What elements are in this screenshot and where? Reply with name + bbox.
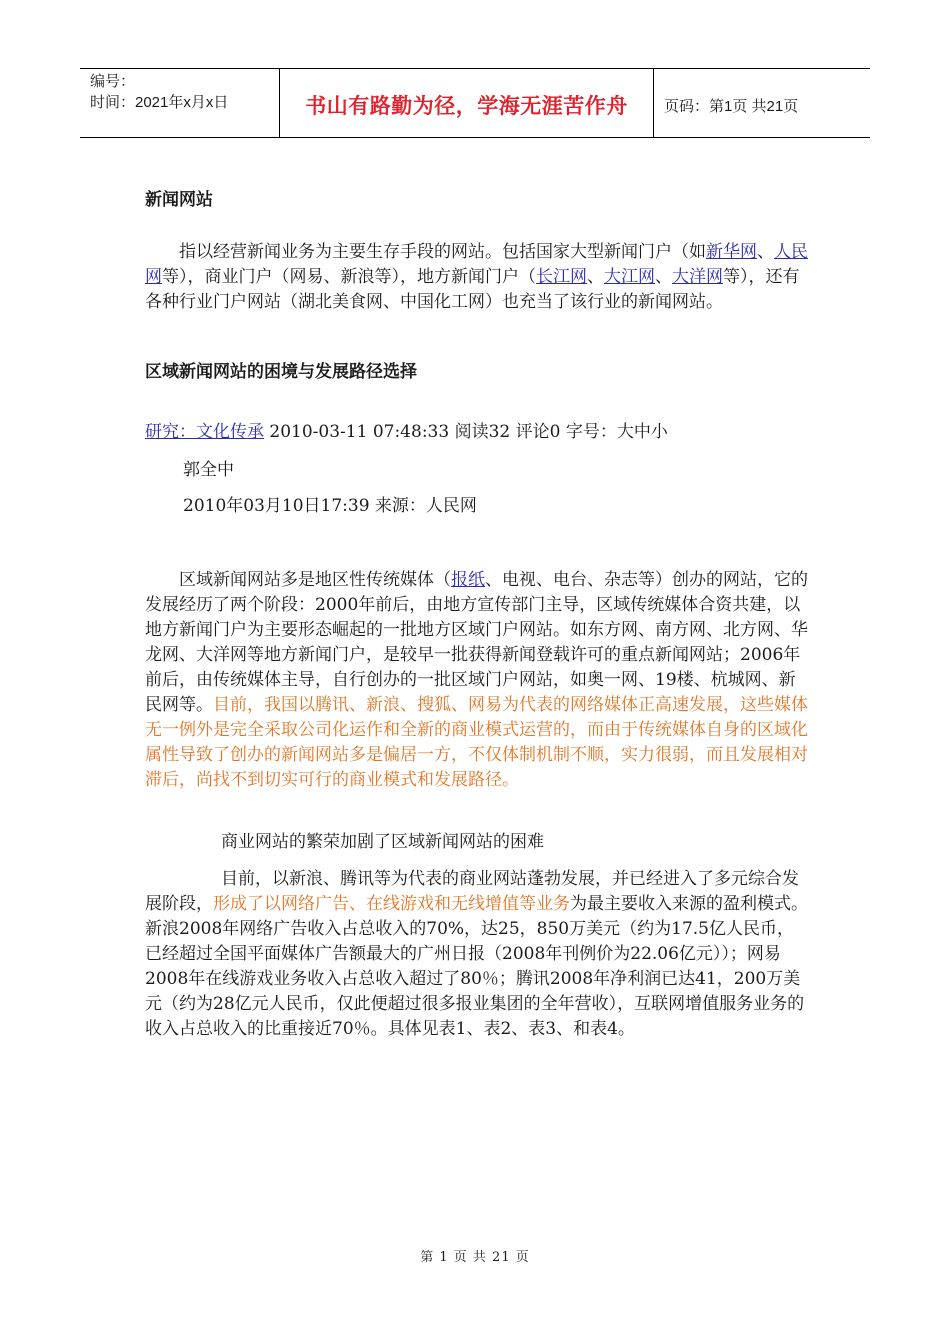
date-source: 2010年03月10日17:39 来源：人民网 [183, 496, 477, 516]
highlighted-text-2: 形成了以网络广告、在线游戏和无线增值等业务 [213, 894, 570, 914]
article-paragraph-1: 区域新闻网站多是地区性传统媒体（报纸、电视、电台、杂志等）创办的网站，它的发展经历了两个阶段：2000年前后，由地方宣传部门主导，区域传统媒体合资共建，以地方新闻门户为主要形态崛起的一批地方区域门户网站。如东方网、南方网、北方网、华龙网、大洋网等地方新闻门户，是较早一批获得新闻登载许可的重点新闻网站；2006年前后，由传统媒体主导，自行创办的一批区域门户网站，如奥一网、19楼、杭城网、新民网等。目前，我国以腾讯、新浪、搜狐、网易为代表的网络媒体正高速发展，这些媒体无一例外是完全采取公司化运作和全新的商业模式运营的，而由于传统媒体自身的区域化属性导致了创办的新闻网站多是偏居一方，不仅体制机制不顺，实力很弱，而且发展相对滞后，尚找不到切实可行的商业模式和发展路径。 [145, 570, 808, 790]
header-motto: 书山有路勤为径，学海无涯苦作舟 [280, 69, 654, 137]
time-label: 时间：2021年x月x日 [90, 94, 229, 111]
author: 郭全中 [183, 460, 234, 480]
meta-text: 2010-03-11 07:48:33 阅读32 评论0 字号：大中小 [264, 422, 668, 442]
number-label: 编号： [90, 73, 136, 90]
link-people[interactable]: 人民网 [145, 242, 808, 287]
subheading: 商业网站的繁荣加剧了区域新闻网站的困难 [221, 832, 544, 852]
article-meta [145, 420, 810, 445]
link-dayang[interactable]: 大洋网 [672, 267, 723, 287]
header-page-info: 页码：第1页 共21页 [664, 97, 799, 115]
link-newspaper[interactable]: 报纸 [451, 570, 485, 590]
news-website-paragraph: 指以经营新闻业务为主要生存手段的网站。包括国家大型新闻门户（如新华网、人民网等），商业门户（网易、新浪等），地方新闻门户（长江网、大江网、大洋网等），还有各种行业门户网站（湖北美食网、中国化工网）也充当了该行业的新闻网站。 [145, 242, 808, 312]
link-dajiang[interactable]: 大江网 [604, 267, 655, 287]
category-link[interactable]: 研究：文化传承 [145, 422, 264, 442]
article-title: 区域新闻网站的困境与发展路径选择 [145, 362, 417, 382]
page-footer: 第 1 页 共 21 页 [420, 1250, 530, 1265]
section-title-news-website: 新闻网站 [145, 190, 213, 210]
highlighted-text: 目前，我国以腾讯、新浪、搜狐、网易为代表的网络媒体正高速发展，这些媒体无一例外是完全采取公司化运作和全新的商业模式运营的，而由于传统媒体自身的区域化属性导致了创办的新闻网站多是偏居一方，不仅体制机制不顺，实力很弱，而且发展相对滞后，尚找不到切实可行的商业模式和发展路径。 [145, 695, 808, 790]
link-xinhua[interactable]: 新华网 [706, 242, 757, 262]
document-header [80, 68, 870, 138]
link-changjiang[interactable]: 长江网 [536, 267, 587, 287]
article-paragraph-2: 目前，以新浪、腾讯等为代表的商业网站蓬勃发展，并已经进入了多元综合发展阶段，形成了以网络广告、在线游戏和无线增值等业务为最主要收入来源的盈利模式。新浪2008年网络广告收入占总收入的70%，达25，850万美元（约为17.5亿人民币，已经超过全国平面媒体广告额最大的广州日报（2008年刊例价为22.06亿元））；网易2008年在线游戏业务收入占总收入超过了80％；腾讯2008年净利润已达41，200万美元（约为28亿元人民币，仅此便超过很多报业集团的全年营收），互联网增值服务业务的收入占总收入的比重接近70％。具体见表1、表2、表3、和表4。 [145, 869, 808, 1039]
header-meta [80, 69, 280, 137]
